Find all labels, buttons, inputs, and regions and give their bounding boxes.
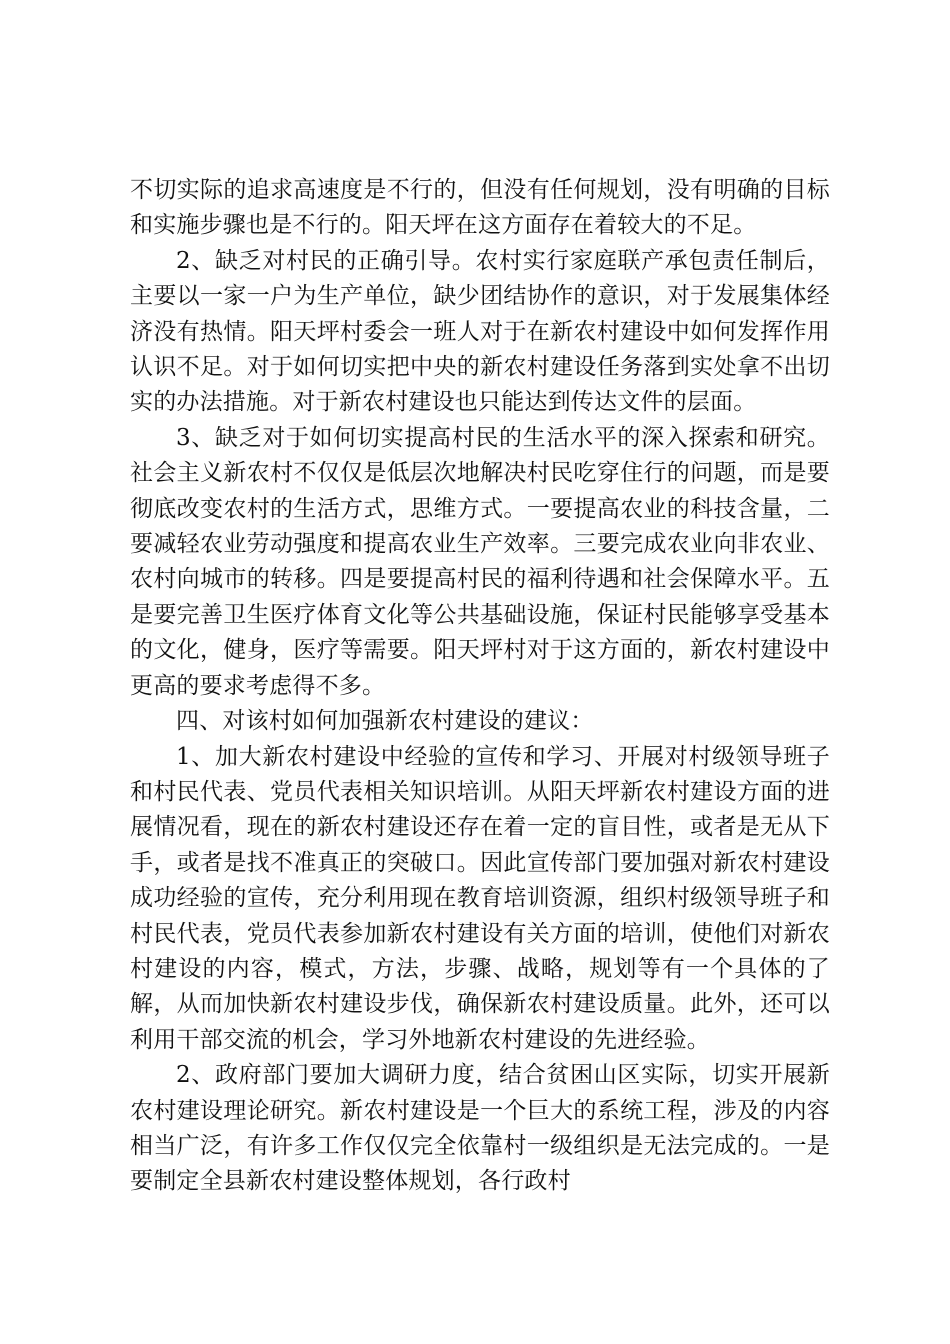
paragraph-suggestion-1-training: 1、加大新农村建设中经验的宣传和学习、开展对村级领导班子和村民代表、党员代表相关知识培训。从阳天坪新农村建设方面的进展情况看，现在的新农村建设还存在着一定的盲目性，或者是无从下手，或者是找不准真正的突破口。因此宣传部门要加强对新农村建设成功经验的宣传，充分利用现在教育培训资源，组织村级领导班子和村民代表，党员代表参加新农村建设有关方面的培训，使他们对新农村建设的内容，模式，方法，步骤、战略，规划等有一个具体的了解，从而加快新农村建设步伐，确保新农村建设质量。此外，还可以利用干部交流的机会，学习外地新农村建设的先进经验。 bbox=[130, 743, 830, 1053]
paragraph-point-2-guidance: 2、缺乏对村民的正确引导。农村实行家庭联产承包责任制后，主要以一家一户为生产单位，缺少团结协作的意识，对于发展集体经济没有热情。阳天坪村委会一班人对于在新农村建设中如何发挥作用认识不足。对于如何切实把中央的新农村建设任务落到实处拿不出切实的办法措施。对于新农村建设也只能达到传达文件的层面。 bbox=[130, 247, 830, 416]
body-text bbox=[130, 173, 830, 1200]
paragraph-suggestion-2-research: 2、政府部门要加大调研力度，结合贫困山区实际，切实开展新农村建设理论研究。新农村建设是一个巨大的系统工程，涉及的内容相当广泛，有许多工作仅仅完全依靠村一级组织是无法完成的。一是要制定全县新农村建设整体规划，各行政村 bbox=[130, 1062, 830, 1195]
section-heading-suggestions: 四、对该村如何加强新农村建设的建议： bbox=[176, 708, 594, 735]
paragraph-point-3-living-standard: 3、缺乏对于如何切实提高村民的生活水平的深入探索和研究。社会主义新农村不仅仅是低层次地解决村民吃穿住行的问题，而是要彻底改变农村的生活方式，思维方式。一要提高农业的科技含量，二要减轻农业劳动强度和提高农业生产效率。三要完成农业向非农业、农村向城市的转移。四是要提高村民的福利待遇和社会保障水平。五是要完善卫生医疗体育文化等公共基础设施，保证村民能够享受基本的文化，健身，医疗等需要。阳天坪村对于这方面的，新农村建设中更高的要求考虑得不多。 bbox=[130, 424, 830, 699]
paragraph-continuation: 不切实际的追求高速度是不行的，但没有任何规划，没有明确的目标和实施步骤也是不行的。阳天坪在这方面存在着较大的不足。 bbox=[130, 177, 830, 239]
